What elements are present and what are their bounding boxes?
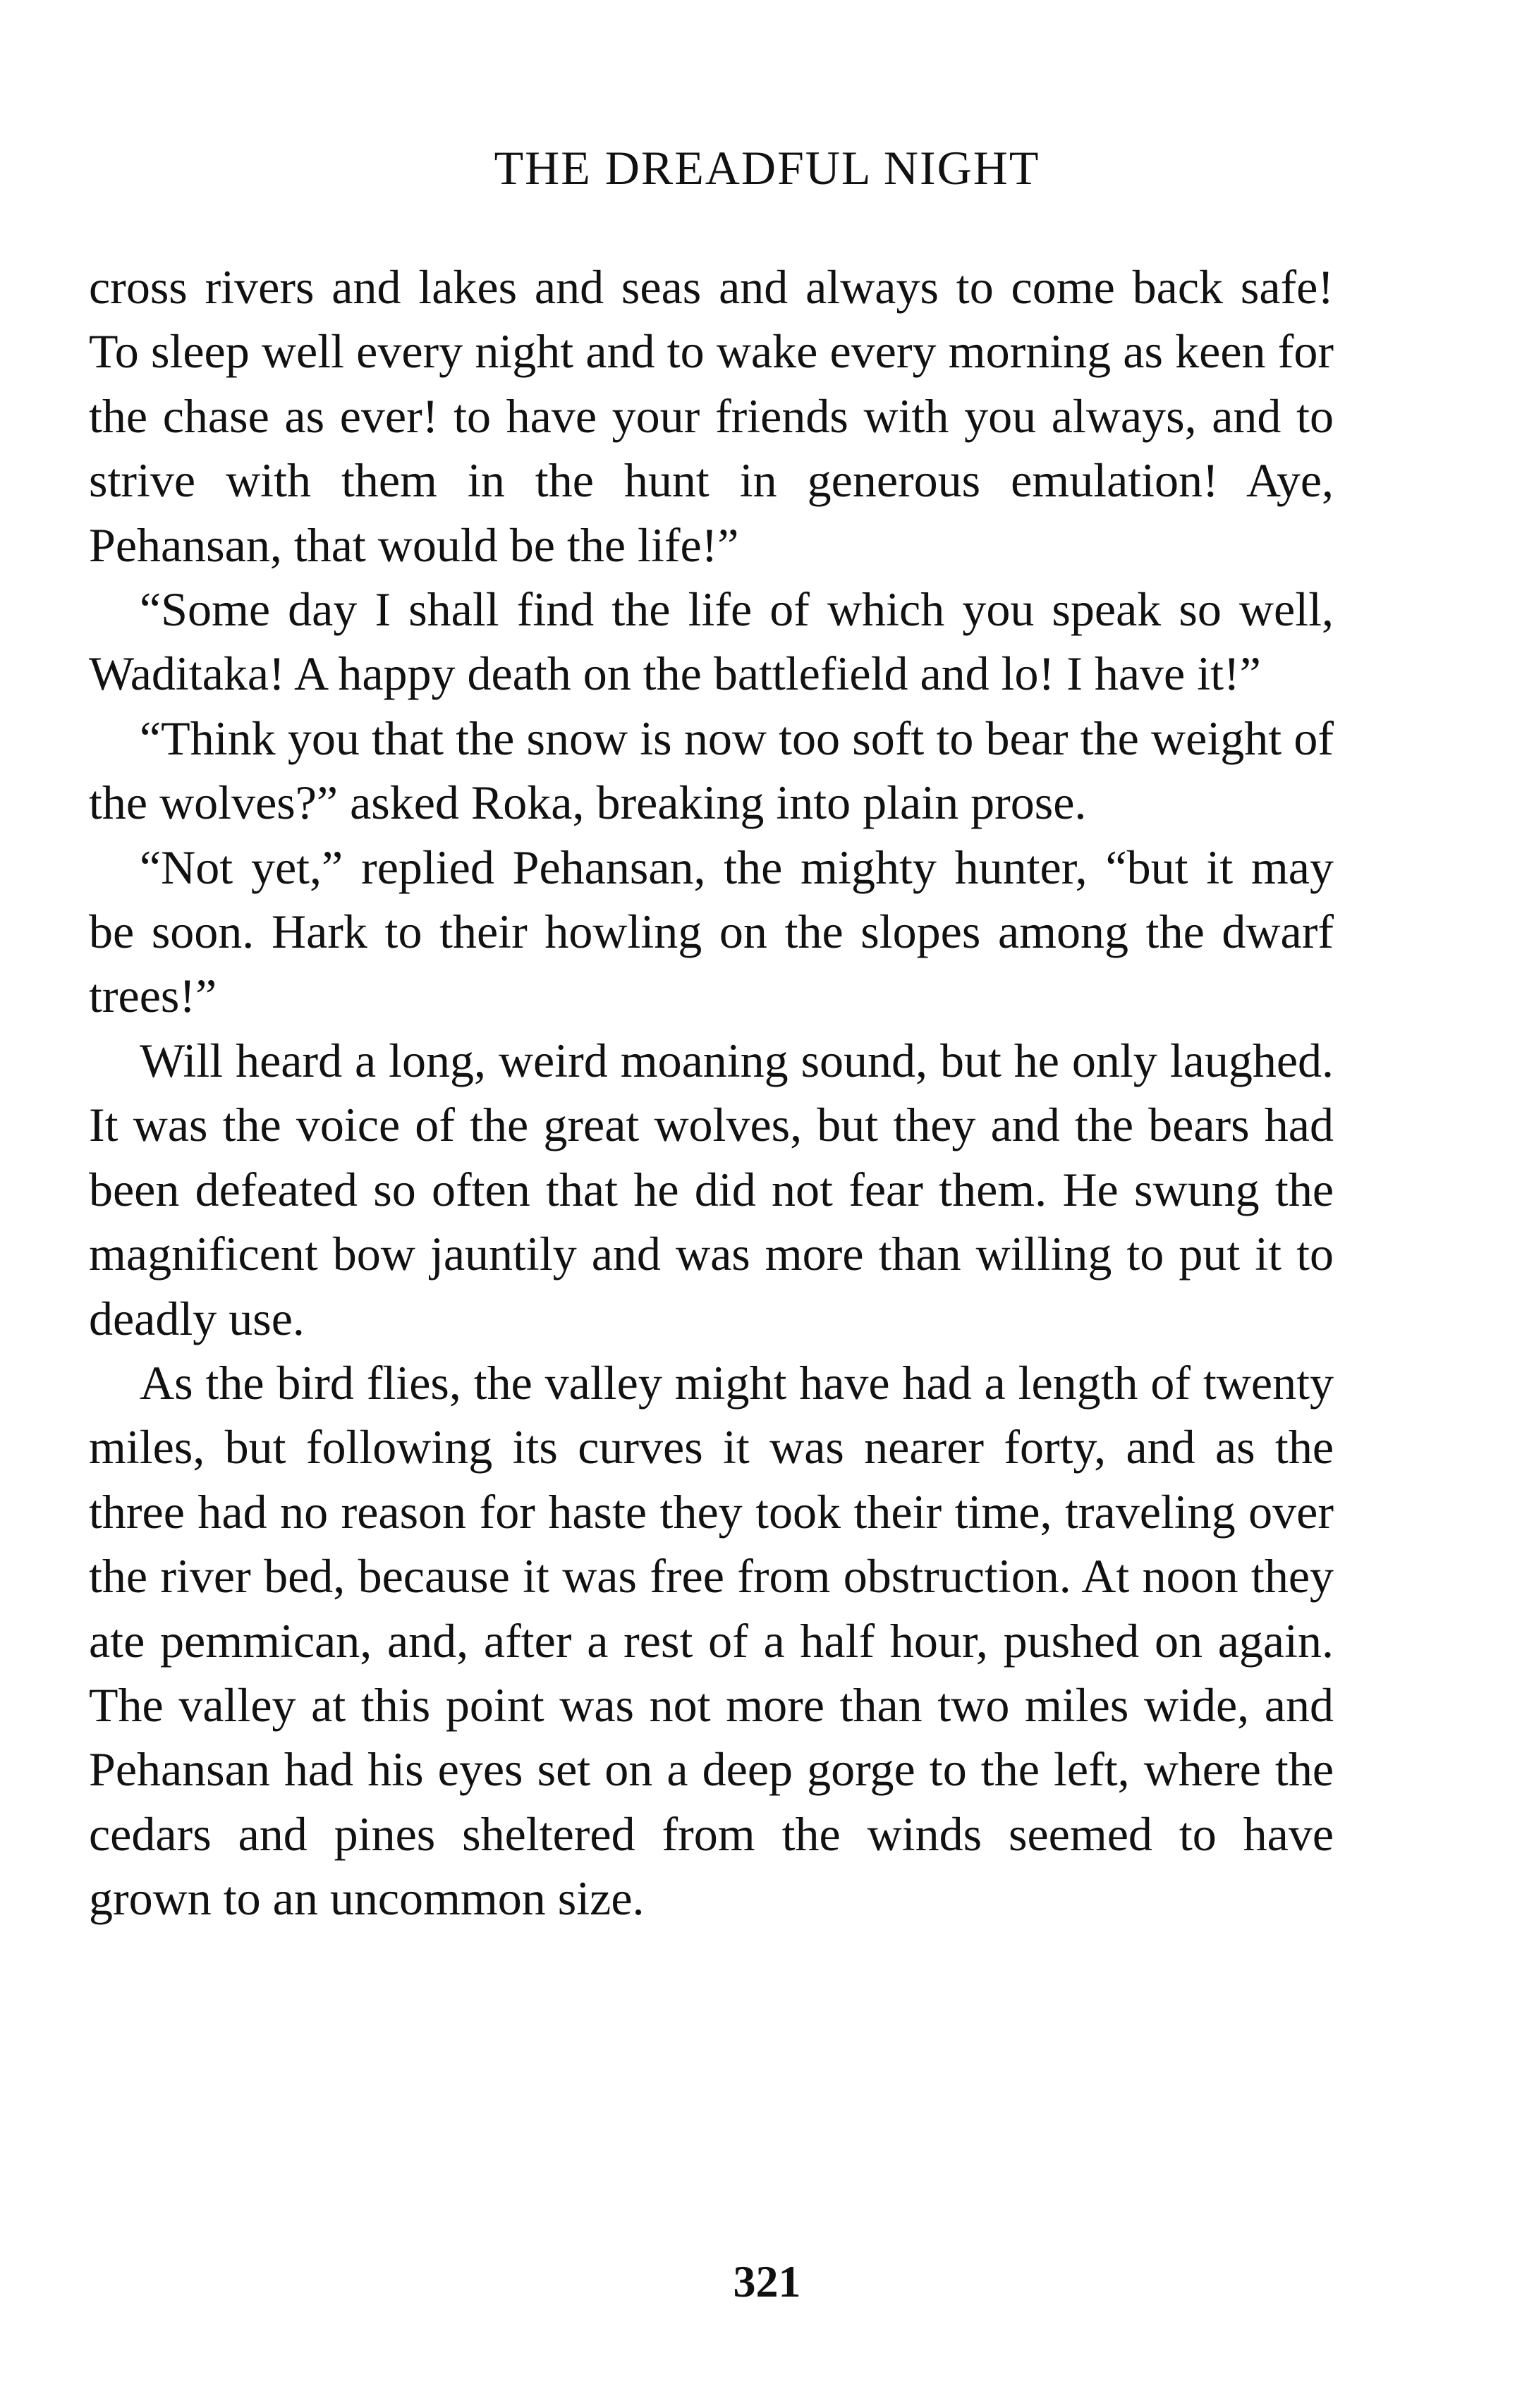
paragraph-continued: cross rivers and lakes and seas and always to come back safe! To sleep well every night and to wake every morning as keen for the chase as ever! to have your friends with you always, and to strive with them in the hunt in generous emulation! Aye, Pehansan, that would be the life!” bbox=[89, 260, 1334, 572]
paragraph-dialogue-pehansan: “Some day I shall find the life of which you speak so well, Waditaka! A happy death on the battlefield and lo! I have it!” bbox=[89, 582, 1334, 701]
running-title: THE DREADFUL NIGHT bbox=[494, 141, 1040, 195]
paragraph-dialogue-hunter: “Not yet,” replied Pehansan, the mighty hunter, “but it may be soon. Hark to their howling on the slopes among the dwarf trees!” bbox=[89, 840, 1334, 1023]
paragraph-valley: As the bird flies, the valley might have had a length of twenty miles, but following its curves it was nearer forty, and as the three had no reason for haste they took their time, traveling over the river bed, because it was free from obstruction. At noon they ate pemmican, and, after a rest of a half hour, pushed on again. The valley at this point was not more than two miles wide, and Pehansan had his eyes set on a deep gorge to the left, where the cedars and pines sheltered from the winds seemed to have grown to an uncommon size. bbox=[89, 1355, 1334, 1926]
body-text bbox=[89, 255, 1334, 1931]
paragraph-dialogue-roka: “Think you that the snow is now too soft to bear the weight of the wolves?” asked Roka, breaking into plain prose. bbox=[89, 711, 1334, 830]
paragraph-will-heard: Will heard a long, weird moaning sound, but he only laughed. It was the voice of the great wolves, but they and the bears had been defeated so often that he did not fear them. He swung the magnificent bow jauntily and was more than willing to put it to deadly use. bbox=[89, 1033, 1334, 1345]
page-number: 321 bbox=[733, 2256, 801, 2306]
